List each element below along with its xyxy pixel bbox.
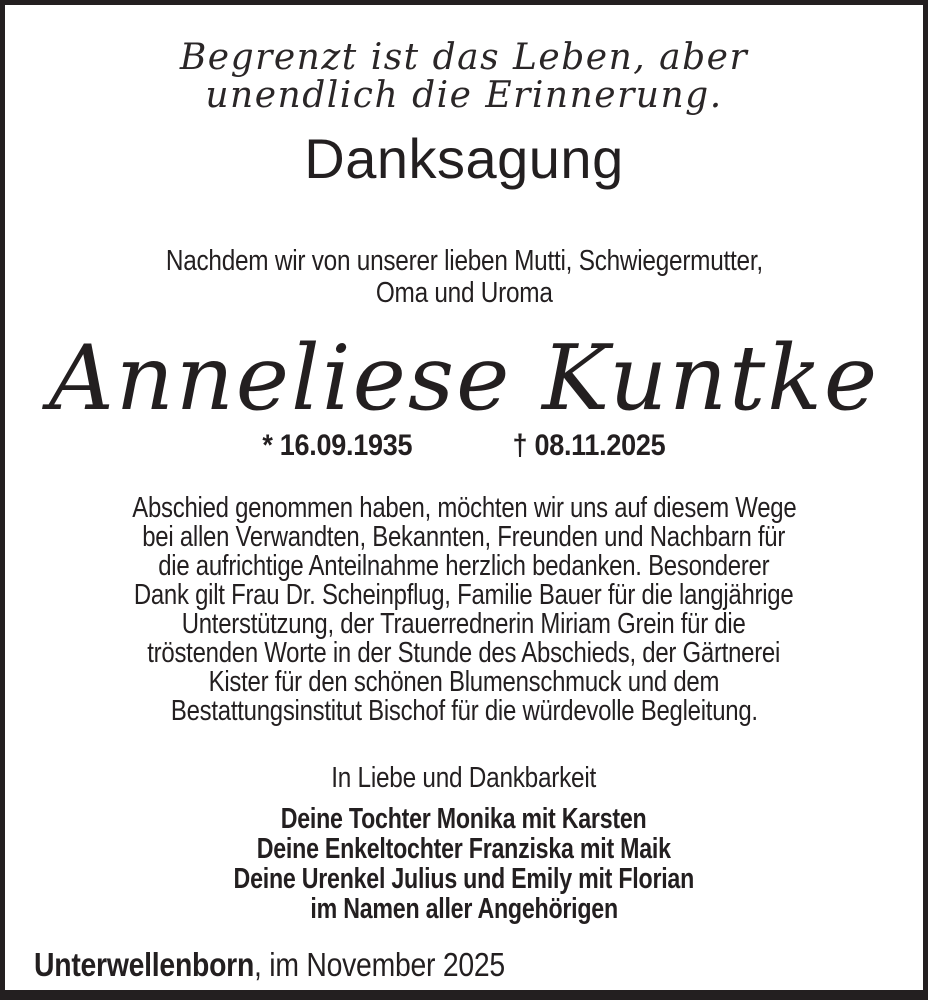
footer-place-date xyxy=(34,946,582,984)
intro-line-1: Nachdem wir von unserer lieben Mutti, Schwiegermutter, xyxy=(165,245,763,277)
closing-text: In Liebe und Dankbarkeit xyxy=(331,762,597,794)
deceased-name xyxy=(5,323,923,435)
paragraph-line: Kister für den schönen Blumenschmuck und dem xyxy=(208,666,720,698)
family-line: im Namen aller Angehörigen xyxy=(310,893,618,925)
paragraph-line: tröstenden Worte in der Stunde des Abschieds, der Gärtnerei xyxy=(147,637,781,669)
death-date xyxy=(513,429,666,463)
intro-line-2: Oma und Uroma xyxy=(375,277,553,309)
footer-place: Unterwellenborn xyxy=(34,946,255,983)
footer-text xyxy=(34,946,505,984)
died-dagger-symbol: † xyxy=(512,429,528,462)
closing-line xyxy=(5,762,923,795)
family-line: Deine Enkeltochter Franziska mit Maik xyxy=(256,833,671,865)
intro-text xyxy=(5,245,923,309)
epigraph-line-1: Begrenzt ist das Leben, aber xyxy=(179,37,749,78)
epigraph-line-2: unendlich die Erinnerung. xyxy=(205,75,723,116)
birth-date-value: 16.09.1935 xyxy=(279,429,412,462)
page-title-text: Danksagung xyxy=(304,127,624,190)
life-dates xyxy=(5,429,923,463)
death-date-value: 08.11.2025 xyxy=(534,429,666,462)
family-line: Deine Tochter Monika mit Karsten xyxy=(281,803,647,835)
paragraph-line: Abschied genommen haben, möchten wir uns auf diesem Wege xyxy=(131,492,797,524)
deceased-name-text: Anneliese Kuntke xyxy=(48,326,880,431)
family-line: Deine Urenkel Julius und Emily mit Florian xyxy=(233,863,695,895)
paragraph-line: die aufrichtige Anteilnahme herzlich bedanken. Besonderer xyxy=(158,550,770,582)
epigraph xyxy=(5,39,923,115)
born-asterisk-symbol: * xyxy=(262,429,273,462)
paragraph-line: Bestattungsinstitut Bischof für die würdevolle Begleitung. xyxy=(170,695,758,727)
paragraph-line: Unterstützung, der Trauerrednerin Miriam Grein für die xyxy=(182,608,746,640)
family-signatures xyxy=(5,804,923,924)
paragraph-line: bei allen Verwandten, Bekannten, Freunden und Nachbarn für xyxy=(142,521,786,553)
paragraph-line: Dank gilt Frau Dr. Scheinpflug, Familie Bauer für die langjährige xyxy=(134,579,794,611)
page-title xyxy=(5,129,923,189)
birth-date xyxy=(262,429,412,463)
footer-date: , im November 2025 xyxy=(254,946,505,983)
thanks-paragraph xyxy=(5,494,923,726)
